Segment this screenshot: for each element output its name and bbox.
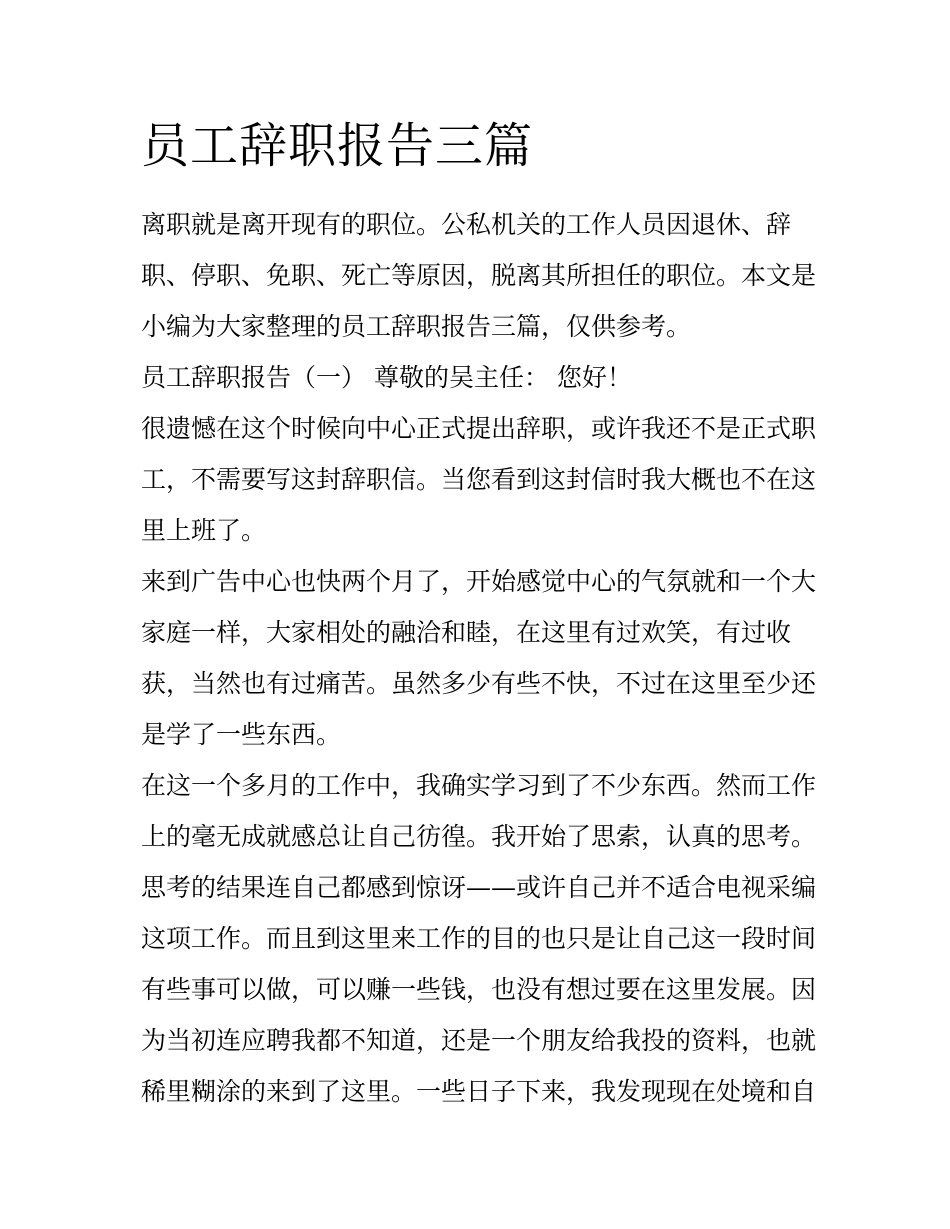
body-line: 稀里糊涂的来到了这里。一些日子下来，我发现现在处境和自 bbox=[141, 1077, 817, 1106]
document-body bbox=[141, 199, 821, 1117]
body-line: 职、停职、免职、死亡等原因，脱离其所担任的职位。本文是 bbox=[141, 261, 817, 290]
body-line: 有些事可以做，可以赚一些钱，也没有想过要在这里发展。因 bbox=[141, 975, 817, 1004]
body-line: 离职就是离开现有的职位。公私机关的工作人员因退休、辞 bbox=[141, 210, 792, 239]
body-line: 为当初连应聘我都不知道，还是一个朋友给我投的资料，也就 bbox=[141, 1026, 817, 1055]
body-line: 这项工作。而且到这里来工作的目的也只是让自己这一段时间 bbox=[141, 924, 817, 953]
body-line: 家庭一样，大家相处的融洽和睦，在这里有过欢笑，有过收 bbox=[141, 618, 792, 647]
body-line: 里上班了。 bbox=[141, 516, 267, 545]
body-line: 来到广告中心也快两个月了，开始感觉中心的气氛就和一个大 bbox=[141, 567, 817, 596]
body-line: 在这一个多月的工作中，我确实学习到了不少东西。然而工作 bbox=[141, 771, 817, 800]
body-line: 上的毫无成就感总让自己彷徨。我开始了思索，认真的思考。 bbox=[141, 822, 817, 851]
body-line: 思考的结果连自己都感到惊讶——或许自己并不适合电视采编 bbox=[141, 873, 817, 902]
body-line: 是学了一些东西。 bbox=[141, 720, 342, 749]
body-line: 工，不需要写这封辞职信。当您看到这封信时我大概也不在这 bbox=[141, 465, 817, 494]
body-line: 获，当然也有过痛苦。虽然多少有些不快，不过在这里至少还 bbox=[141, 669, 817, 698]
body-line: 员工辞职报告（一） 尊敬的吴主任： 您好！ bbox=[141, 363, 632, 392]
body-line: 很遗憾在这个时候向中心正式提出辞职，或许我还不是正式职 bbox=[141, 414, 817, 443]
body-line: 小编为大家整理的员工辞职报告三篇，仅供参考。 bbox=[141, 312, 692, 341]
document-title: 员工辞职报告三篇 bbox=[141, 118, 534, 174]
